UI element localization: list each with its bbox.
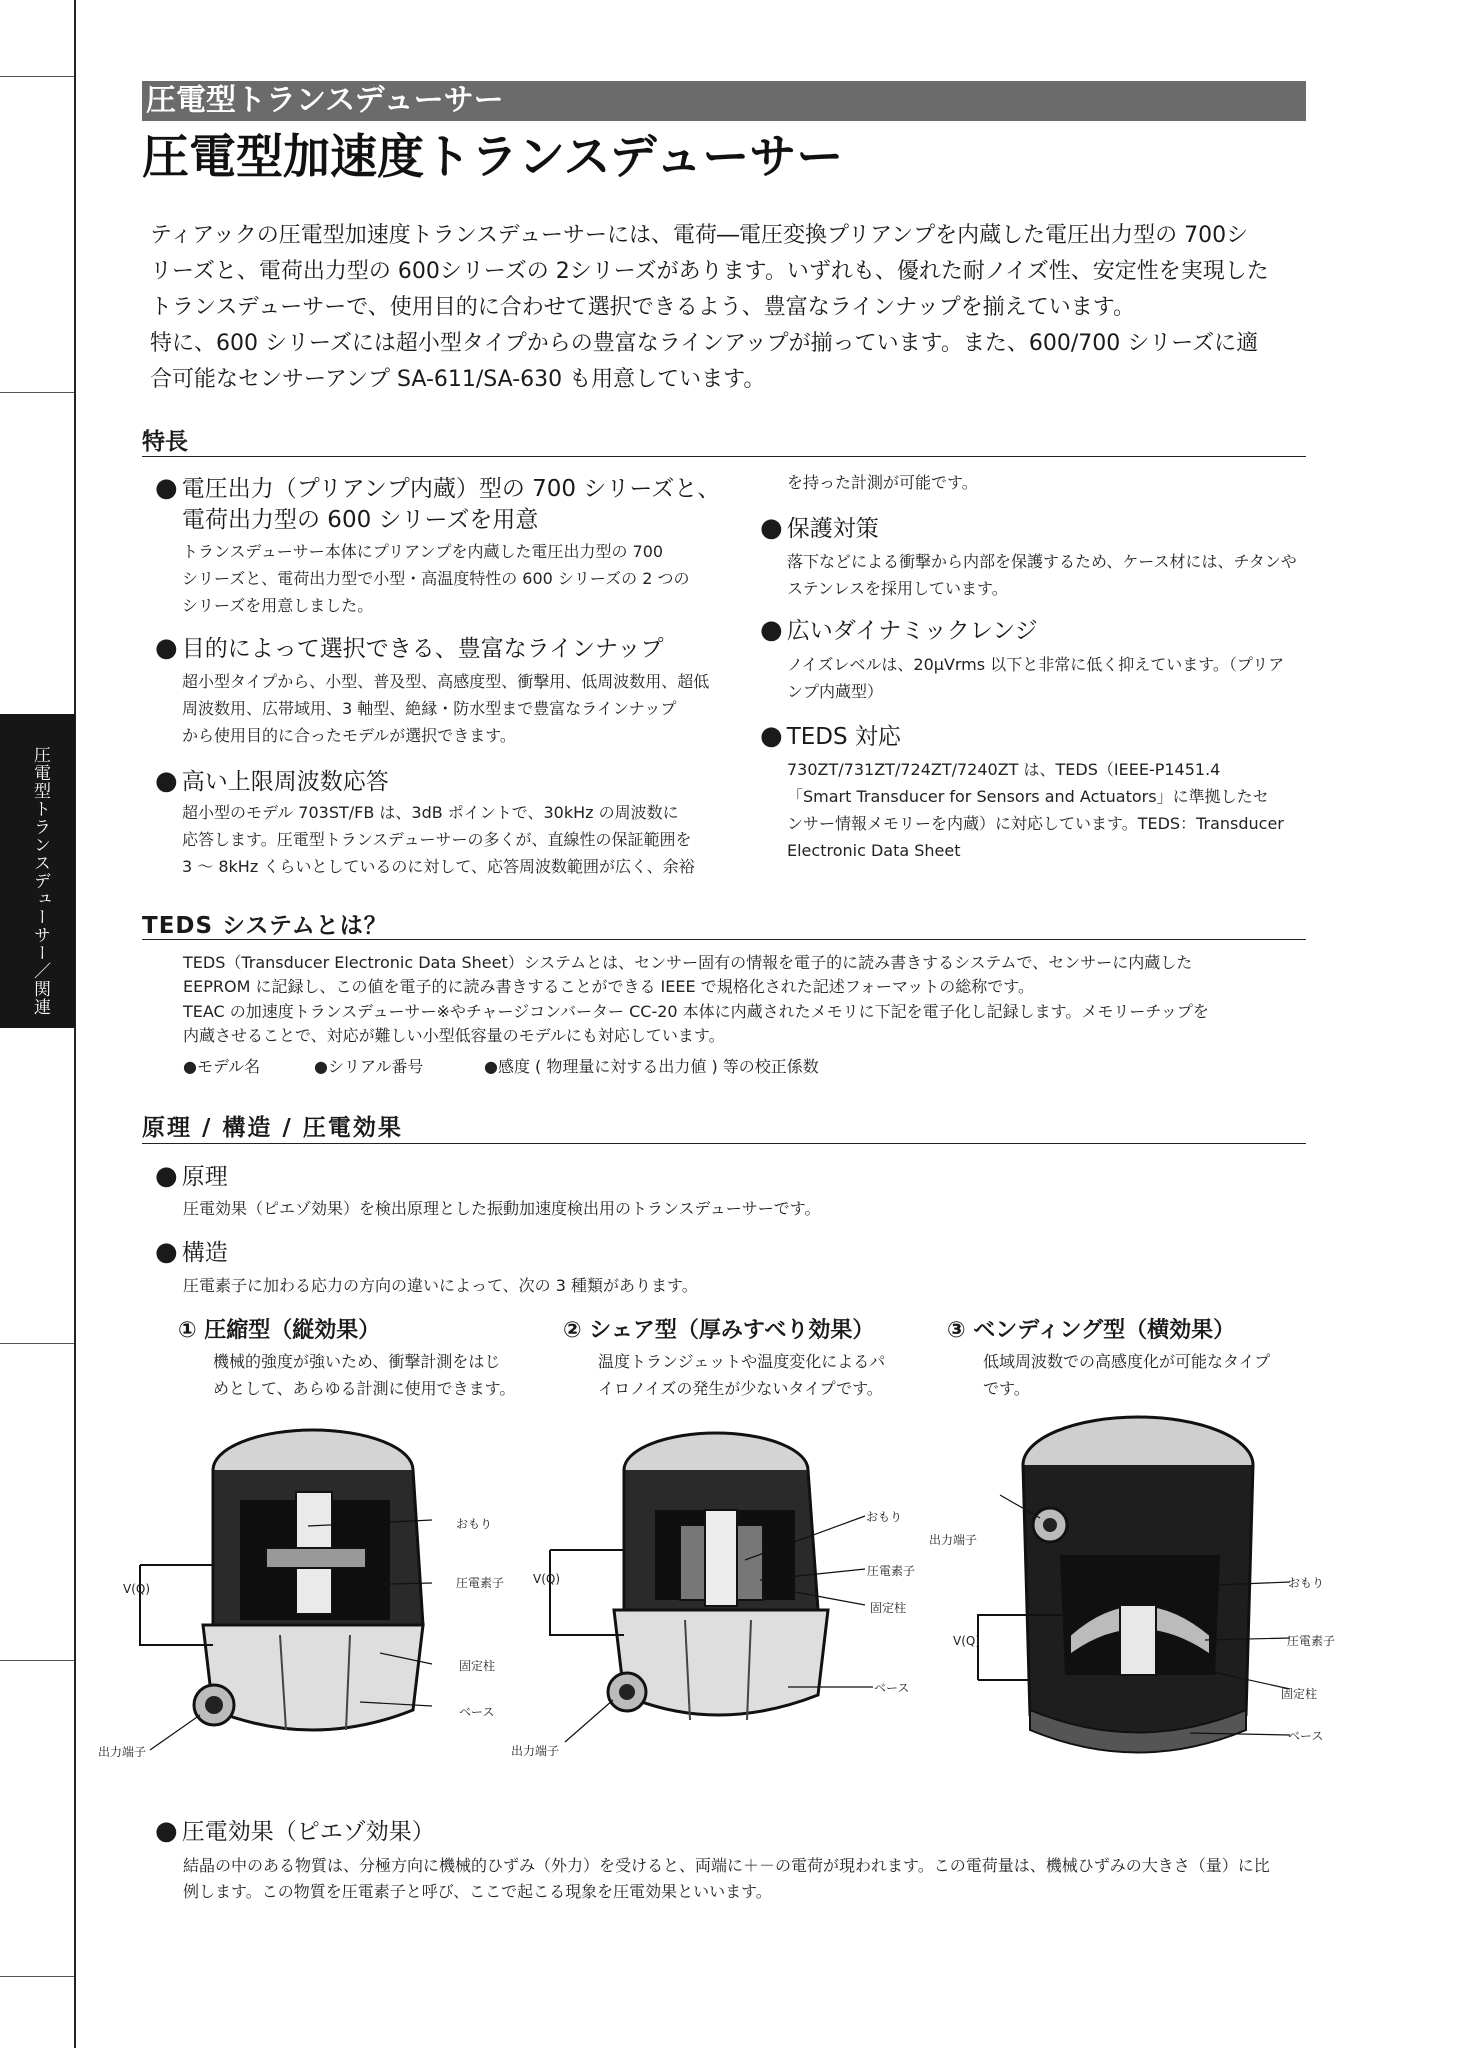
diagram-label-post: 固定柱	[459, 1659, 496, 1673]
diagram-label-output: 出力端子	[98, 1745, 147, 1759]
diagram-label-base: ベース	[874, 1681, 910, 1695]
feature-text: 「Smart Transducer for Sensors and Actuators」に準拠したセ	[787, 787, 1269, 806]
principle-subheading: ● 原理	[155, 1161, 228, 1191]
type-title-shear: ② シェア型（厚みすべり効果）	[563, 1318, 875, 1343]
feature-text: ンサー情報メモリーを内蔵）に対応しています。TEDS：Transducer	[787, 814, 1284, 833]
feature-text: 730ZT/731ZT/724ZT/7240ZT は、TEDS（IEEE-P1451.4	[787, 760, 1221, 779]
diagram-label-vq: V(Q)	[533, 1572, 561, 1586]
feature-heading: ● 目的によって選択できる、豊富なラインナップ	[155, 633, 664, 663]
margin-mark	[0, 392, 74, 393]
diagram-label-post: 固定柱	[1281, 1687, 1318, 1701]
section-rule	[142, 456, 1306, 457]
margin-mark	[0, 1343, 74, 1344]
diagram-label-element: 圧電素子	[456, 1576, 505, 1590]
teds-heading: TEDS システムとは？	[142, 913, 388, 939]
section-rule	[142, 939, 1306, 940]
teds-text: EEPROM に記録し、この値を電子的に読み書きすることができる IEEE で規格化された記述フォーマットの総称です。	[183, 977, 1034, 996]
teds-bullet: ●感度 ( 物理量に対する出力値 ) 等の校正係数	[484, 1057, 819, 1076]
intro-line: 特に、600 シリーズには超小型タイプからの豊富なラインアップが揃っています。また、600/700 シリーズに適	[150, 331, 1259, 356]
margin-mark	[0, 76, 74, 77]
features-heading: 特長	[142, 429, 188, 455]
feature-text: シリーズを用意しました。	[182, 596, 374, 615]
feature-text: シリーズと、電荷出力型で小型・高温度特性の 600 シリーズの 2 つの	[182, 569, 690, 588]
piezo-text: 結晶の中のある物質は、分極方向に機械的ひずみ（外力）を受けると、両端に＋－の電荷が現われます。この電荷量は、機械ひずみの大きさ（量）に比	[183, 1856, 1270, 1875]
page-title: 圧電型加速度トランスデューサー	[142, 130, 844, 185]
diagram-label-vq: V(Q)	[123, 1582, 151, 1596]
feature-text: ンプ内蔵型）	[787, 682, 884, 701]
shear-type-diagram	[505, 1410, 905, 1770]
feature-text: 超小型のモデル 703ST/FB は、3dB ポイントで、30kHz の周波数に	[182, 803, 679, 822]
type-desc: めとして、あらゆる計測に使用できます。	[213, 1379, 516, 1398]
feature-text: ノイズレベルは、20μVrms 以下と非常に低く抑えています。（プリア	[787, 655, 1285, 674]
feature-heading: ● 電圧出力（プリアンプ内蔵）型の 700 シリーズと、	[155, 473, 721, 503]
piezo-text: 例します。この物質を圧電素子と呼び、ここで起こる現象を圧電効果といいます。	[183, 1882, 772, 1901]
teds-bullet: ●モデル名	[183, 1057, 261, 1076]
feature-text: を持った計測が可能です。	[787, 473, 978, 492]
principle-heading: 原理 / 構造 / 圧電効果	[142, 1115, 403, 1141]
category-label: 圧電型トランスデューサー	[146, 83, 504, 118]
type-title-compression: ① 圧縮型（縦効果）	[178, 1318, 381, 1343]
feature-text: 周波数用、広帯域用、3 軸型、絶縁・防水型まで豊富なラインナップ	[182, 699, 677, 718]
feature-text: から使用目的に合ったモデルが選択できます。	[182, 726, 516, 745]
diagram-label-element: 圧電素子	[867, 1564, 916, 1578]
diagram-label-post: 固定柱	[870, 1601, 907, 1615]
diagram-label-output: 出力端子	[511, 1744, 560, 1758]
feature-text: トランスデューサー本体にプリアンプを内蔵した電圧出力型の 700	[182, 542, 664, 561]
feature-text: 超小型タイプから、小型、普及型、高感度型、衝撃用、低周波数用、超低	[182, 672, 710, 691]
intro-line: 合可能なセンサーアンプ SA-611/SA-630 も用意しています。	[150, 367, 766, 392]
feature-heading: 電荷出力型の 600 シリーズを用意	[182, 507, 539, 533]
teds-text: 内蔵させることで、対応が難しい小型低容量のモデルにも対応しています。	[183, 1026, 725, 1045]
type-desc: イロノイズの発生が少ないタイプです。	[598, 1379, 883, 1398]
feature-text: 3 ～ 8kHz くらいとしているのに対して、応答周波数範囲が広く、余裕	[182, 857, 695, 876]
feature-heading: ● 高い上限周波数応答	[155, 766, 389, 796]
teds-text: TEAC の加速度トランスデューサー※やチャージコンバーター CC-20 本体に内蔵されたメモリに下記を電子化し記録します。メモリーチップを	[183, 1002, 1209, 1021]
section-tab-label: 圧電型トランスデューサー／関連	[30, 746, 50, 1016]
feature-text: 落下などによる衝撃から内部を保護するため、ケース材には、チタンや	[787, 552, 1297, 571]
intro-line: リーズと、電荷出力型の 600シリーズの 2シリーズがあります。いずれも、優れた耐ノイズ性、安定性を実現した	[150, 259, 1269, 284]
structure-subheading: ● 構造	[155, 1237, 228, 1267]
section-rule	[142, 1143, 1306, 1144]
type-title-bending: ③ ベンディング型（横効果）	[947, 1318, 1236, 1343]
piezo-subheading: ● 圧電効果（ピエゾ効果）	[155, 1816, 435, 1846]
type-desc: 低域周波数での高感度化が可能なタイプ	[983, 1352, 1271, 1371]
margin-mark	[0, 1660, 74, 1661]
feature-heading: ● 広いダイナミックレンジ	[760, 615, 1038, 645]
type-desc: 機械的強度が強いため、衝撃計測をはじ	[213, 1352, 501, 1371]
diagram-label-output: 出力端子	[929, 1533, 978, 1547]
diagram-label-weight: おもり	[866, 1510, 903, 1524]
diagram-label-base: ベース	[459, 1705, 495, 1719]
feature-heading: ● TEDS 対応	[760, 721, 901, 751]
feature-heading: ● 保護対策	[760, 513, 879, 543]
diagram-label-weight: おもり	[1288, 1576, 1325, 1590]
diagram-label-vq: V(Q)	[953, 1634, 981, 1648]
margin-mark	[0, 1976, 74, 1977]
type-desc: 温度トランジェットや温度変化によるパ	[598, 1352, 886, 1371]
principle-text: 圧電効果（ピエゾ効果）を検出原理とした振動加速度検出用のトランスデューサーです。	[183, 1199, 821, 1218]
teds-bullet: ●シリアル番号	[314, 1057, 424, 1076]
bending-type-diagram	[920, 1405, 1340, 1765]
type-desc: です。	[983, 1379, 1030, 1398]
intro-line: ティアックの圧電型加速度トランスデューサーには、電荷―電圧変換プリアンプを内蔵した電圧出力型の 700シ	[150, 223, 1249, 248]
feature-text: ステンレスを採用しています。	[787, 579, 1008, 598]
structure-text: 圧電素子に加わる応力の方向の違いによって、次の 3 種類があります。	[183, 1276, 698, 1295]
diagram-label-base: ベース	[1288, 1729, 1324, 1743]
intro-line: トランスデューサーで、使用目的に合わせて選択できるよう、豊富なラインナップを揃えています。	[150, 295, 1135, 320]
feature-text: 応答します。圧電型トランスデューサーの多くが、直線性の保証範囲を	[182, 830, 692, 849]
teds-text: TEDS（Transducer Electronic Data Sheet）システムとは、センサー固有の情報を電子的に読み書きするシステムで、センサーに内蔵した	[183, 953, 1193, 972]
diagram-label-element: 圧電素子	[1287, 1634, 1336, 1648]
feature-text: Electronic Data Sheet	[787, 841, 961, 860]
diagram-label-weight: おもり	[456, 1517, 493, 1531]
